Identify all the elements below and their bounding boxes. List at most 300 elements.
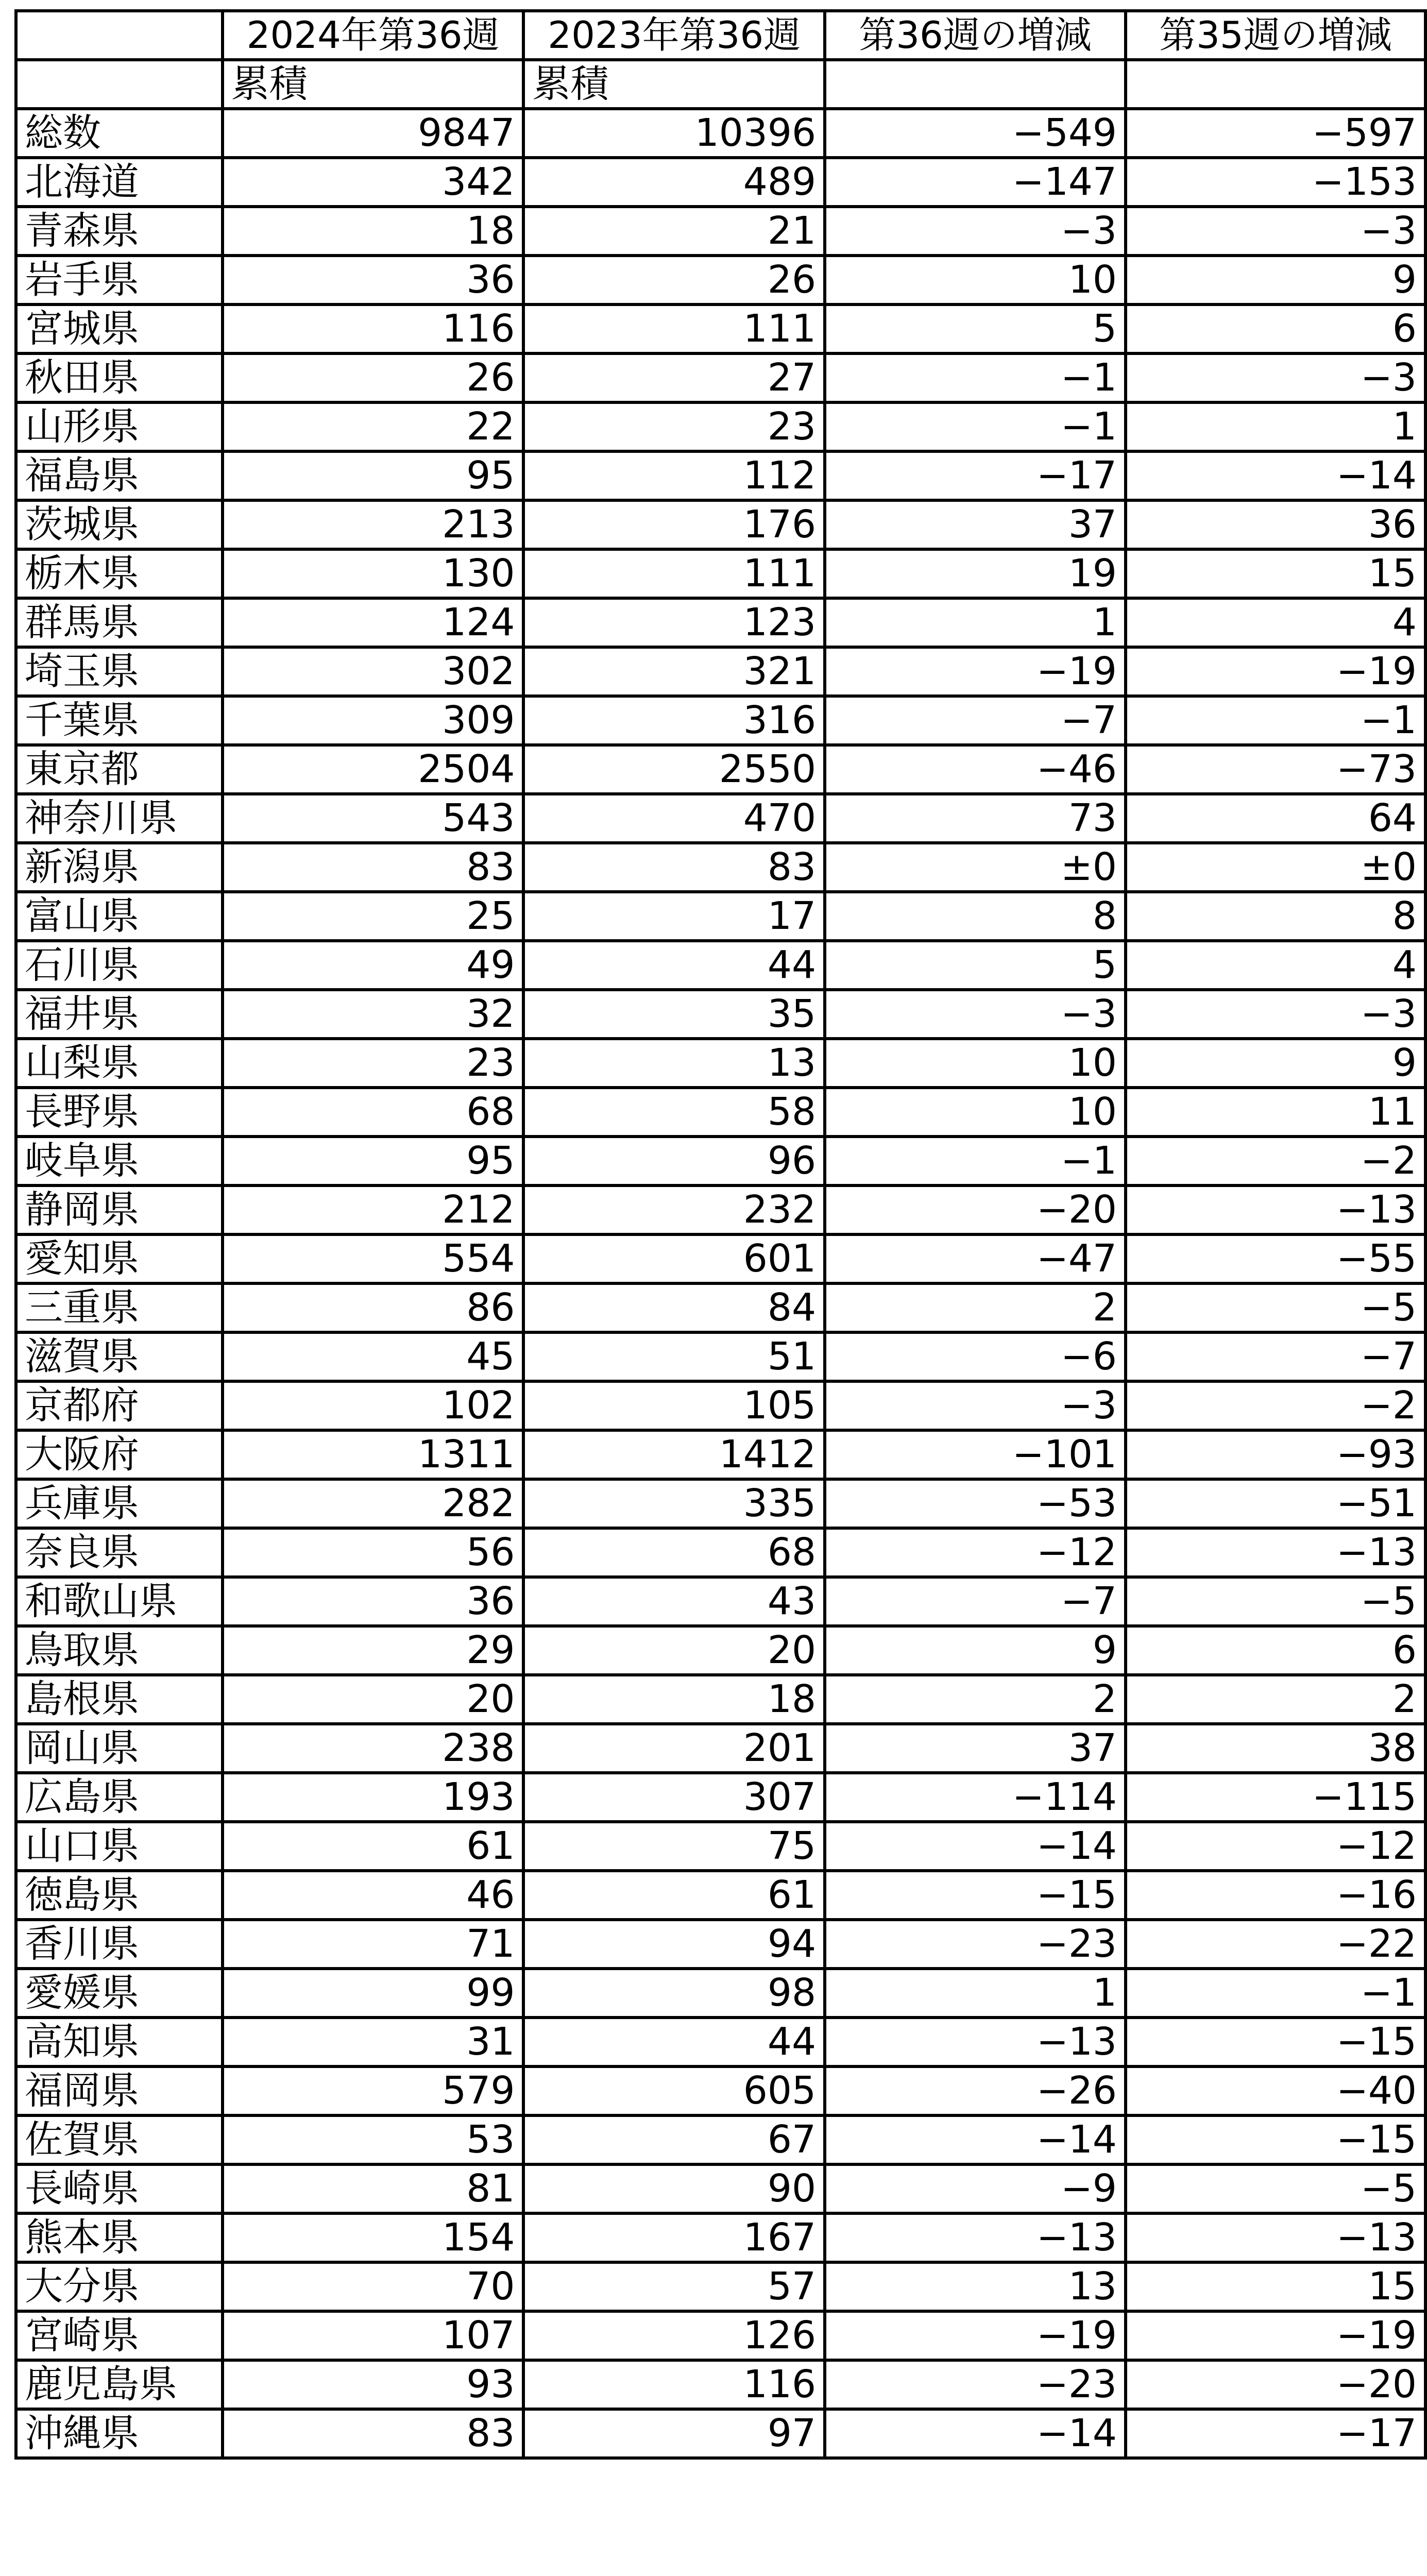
week36-change-cell[interactable]: −19 <box>825 2311 1126 2360</box>
week36-change-cell[interactable]: −6 <box>825 1332 1126 1381</box>
week35-change-cell[interactable]: −7 <box>1126 1332 1425 1381</box>
2023-cumulative-cell[interactable]: 1412 <box>523 1430 825 1479</box>
week36-change-cell[interactable]: 13 <box>825 2262 1126 2311</box>
2023-cumulative-cell[interactable]: 75 <box>523 1822 825 1871</box>
region-name-cell[interactable]: 高知県 <box>16 2018 223 2066</box>
week36-change-cell[interactable]: −12 <box>825 1528 1126 1577</box>
week35-change-cell[interactable]: −22 <box>1126 1920 1425 1969</box>
2024-cumulative-cell[interactable]: 554 <box>223 1234 524 1283</box>
week36-change-cell[interactable]: 8 <box>825 892 1126 941</box>
week35-change-cell[interactable]: −115 <box>1126 1773 1425 1822</box>
table-row <box>16 990 1425 1039</box>
2024-cumulative-cell[interactable]: 71 <box>223 1920 524 1969</box>
week35-change-cell[interactable]: −1 <box>1126 696 1425 745</box>
region-name-cell[interactable]: 兵庫県 <box>16 1479 223 1528</box>
week36-change-cell[interactable]: −23 <box>825 1920 1126 1969</box>
2024-cumulative-cell[interactable]: 95 <box>223 1137 524 1185</box>
2024-cumulative-cell[interactable]: 342 <box>223 158 524 207</box>
week36-change-cell[interactable]: −13 <box>825 2018 1126 2066</box>
region-name-cell[interactable]: 滋賀県 <box>16 1332 223 1381</box>
region-name-cell[interactable]: 埼玉県 <box>16 647 223 696</box>
2024-cumulative-cell[interactable]: 107 <box>223 2311 524 2360</box>
region-name-cell[interactable]: 山形県 <box>16 402 223 451</box>
table-row <box>16 1283 1425 1332</box>
table-row <box>16 696 1425 745</box>
2024-cumulative-cell[interactable]: 25 <box>223 892 524 941</box>
2023-cumulative-cell[interactable]: 61 <box>523 1871 825 1920</box>
week35-change-cell[interactable]: 8 <box>1126 892 1425 941</box>
week36-change-cell[interactable]: 10 <box>825 1039 1126 1088</box>
region-name-cell[interactable]: 秋田県 <box>16 353 223 402</box>
week35-change-cell[interactable]: −2 <box>1126 1381 1425 1430</box>
table-row <box>16 843 1425 892</box>
2023-cumulative-cell[interactable]: 605 <box>523 2066 825 2115</box>
week35-change-cell[interactable]: −15 <box>1126 2018 1425 2066</box>
header-cell-corner[interactable] <box>16 11 223 60</box>
table-row <box>16 402 1425 451</box>
week36-change-cell[interactable]: −19 <box>825 647 1126 696</box>
2023-cumulative-cell[interactable]: 97 <box>523 2409 825 2458</box>
table-row <box>16 1430 1425 1479</box>
2023-cumulative-cell[interactable]: 35 <box>523 990 825 1039</box>
2024-cumulative-cell[interactable]: 45 <box>223 1332 524 1381</box>
2023-cumulative-cell[interactable]: 489 <box>523 158 825 207</box>
week36-change-cell[interactable]: 9 <box>825 1626 1126 1675</box>
week35-change-cell[interactable]: 9 <box>1126 256 1425 304</box>
week36-change-cell[interactable]: −14 <box>825 1822 1126 1871</box>
table-body <box>16 11 1425 2458</box>
region-name-cell[interactable]: 栃木県 <box>16 549 223 598</box>
week35-change-cell[interactable]: 1 <box>1126 402 1425 451</box>
region-name-cell[interactable]: 東京都 <box>16 745 223 794</box>
2024-cumulative-cell[interactable]: 99 <box>223 1969 524 2018</box>
region-name-cell[interactable]: 岩手県 <box>16 256 223 304</box>
week35-change-cell[interactable]: −5 <box>1126 1283 1425 1332</box>
2024-cumulative-cell[interactable]: 93 <box>223 2360 524 2409</box>
header-cell-week35-change[interactable]: 第35週の増減 <box>1126 11 1425 60</box>
week35-change-cell[interactable]: −3 <box>1126 990 1425 1039</box>
table-row <box>16 1185 1425 1234</box>
week35-change-cell[interactable]: −3 <box>1126 353 1425 402</box>
table-row <box>16 304 1425 353</box>
2023-cumulative-cell[interactable]: 167 <box>523 2213 825 2262</box>
2023-cumulative-cell[interactable]: 335 <box>523 1479 825 1528</box>
2023-cumulative-cell[interactable]: 44 <box>523 2018 825 2066</box>
2023-cumulative-cell[interactable]: 470 <box>523 794 825 843</box>
week35-change-cell[interactable]: 9 <box>1126 1039 1425 1088</box>
week35-change-cell[interactable]: −19 <box>1126 647 1425 696</box>
2023-cumulative-cell[interactable]: 176 <box>523 500 825 549</box>
table-row <box>16 207 1425 256</box>
2024-cumulative-cell[interactable]: 102 <box>223 1381 524 1430</box>
2024-cumulative-cell[interactable]: 95 <box>223 451 524 500</box>
2023-cumulative-cell[interactable]: 321 <box>523 647 825 696</box>
2024-cumulative-cell[interactable]: 86 <box>223 1283 524 1332</box>
table-row <box>16 1822 1425 1871</box>
week35-change-cell[interactable]: −15 <box>1126 2115 1425 2164</box>
2023-cumulative-cell[interactable]: 43 <box>523 1577 825 1626</box>
week35-change-cell[interactable]: ±0 <box>1126 843 1425 892</box>
2024-cumulative-cell[interactable]: 1311 <box>223 1430 524 1479</box>
week36-change-cell[interactable]: −17 <box>825 451 1126 500</box>
week36-change-cell[interactable]: −114 <box>825 1773 1126 1822</box>
table-row <box>16 1039 1425 1088</box>
table-row <box>16 1920 1425 1969</box>
table-row <box>16 794 1425 843</box>
prefecture-weekly-table <box>14 9 1427 2460</box>
table-row <box>16 1675 1425 1724</box>
2024-cumulative-cell[interactable]: 282 <box>223 1479 524 1528</box>
2024-cumulative-cell[interactable]: 26 <box>223 353 524 402</box>
2024-cumulative-cell[interactable]: 32 <box>223 990 524 1039</box>
header-cell-2023-week36[interactable]: 2023年第36週 <box>523 11 825 60</box>
subheader-cell-2024-cumulative[interactable]: 累積 <box>223 60 524 109</box>
2023-cumulative-cell[interactable]: 90 <box>523 2164 825 2213</box>
week35-change-cell[interactable]: 38 <box>1126 1724 1425 1773</box>
table-row <box>16 2018 1425 2066</box>
2024-cumulative-cell[interactable]: 56 <box>223 1528 524 1577</box>
2023-cumulative-cell[interactable]: 601 <box>523 1234 825 1283</box>
2023-cumulative-cell[interactable]: 68 <box>523 1528 825 1577</box>
2024-cumulative-cell[interactable]: 302 <box>223 647 524 696</box>
2023-cumulative-cell[interactable]: 111 <box>523 304 825 353</box>
2024-cumulative-cell[interactable]: 53 <box>223 2115 524 2164</box>
2023-cumulative-cell[interactable]: 21 <box>523 207 825 256</box>
week35-change-cell[interactable]: 4 <box>1126 598 1425 647</box>
week36-change-cell[interactable]: 5 <box>825 941 1126 990</box>
2024-cumulative-cell[interactable]: 193 <box>223 1773 524 1822</box>
week36-change-cell[interactable]: 10 <box>825 1088 1126 1137</box>
2023-cumulative-cell[interactable]: 98 <box>523 1969 825 2018</box>
week35-change-cell[interactable]: 2 <box>1126 1675 1425 1724</box>
table-row <box>16 1137 1425 1185</box>
region-name-cell[interactable]: 神奈川県 <box>16 794 223 843</box>
table-row <box>16 2311 1425 2360</box>
region-name-cell[interactable]: 京都府 <box>16 1381 223 1430</box>
2023-cumulative-cell[interactable]: 105 <box>523 1381 825 1430</box>
week35-change-cell[interactable]: −153 <box>1126 158 1425 207</box>
week35-change-cell[interactable]: −12 <box>1126 1822 1425 1871</box>
2023-cumulative-cell[interactable]: 57 <box>523 2262 825 2311</box>
2024-cumulative-cell[interactable]: 36 <box>223 1577 524 1626</box>
2023-cumulative-cell[interactable]: 83 <box>523 843 825 892</box>
2023-cumulative-cell[interactable]: 123 <box>523 598 825 647</box>
2023-cumulative-cell[interactable]: 232 <box>523 1185 825 1234</box>
2023-cumulative-cell[interactable]: 18 <box>523 1675 825 1724</box>
table-row <box>16 1332 1425 1381</box>
week35-change-cell[interactable]: 15 <box>1126 549 1425 598</box>
region-name-cell[interactable]: 沖縄県 <box>16 2409 223 2458</box>
week36-change-cell[interactable]: 73 <box>825 794 1126 843</box>
week36-change-cell[interactable]: −9 <box>825 2164 1126 2213</box>
table-row <box>16 1626 1425 1675</box>
region-name-cell[interactable]: 大阪府 <box>16 1430 223 1479</box>
week35-change-cell[interactable]: 4 <box>1126 941 1425 990</box>
week35-change-cell[interactable]: −13 <box>1126 2213 1425 2262</box>
week35-change-cell[interactable]: 36 <box>1126 500 1425 549</box>
week36-change-cell[interactable]: 37 <box>825 500 1126 549</box>
2024-cumulative-cell[interactable]: 309 <box>223 696 524 745</box>
week35-change-cell[interactable]: −13 <box>1126 1528 1425 1577</box>
2024-cumulative-cell[interactable]: 543 <box>223 794 524 843</box>
week36-change-cell[interactable]: −3 <box>825 990 1126 1039</box>
week36-change-cell[interactable]: −53 <box>825 1479 1126 1528</box>
table-row <box>16 256 1425 304</box>
week36-change-cell[interactable]: −47 <box>825 1234 1126 1283</box>
week36-change-cell[interactable]: 1 <box>825 1969 1126 2018</box>
2023-cumulative-cell[interactable]: 126 <box>523 2311 825 2360</box>
table-row <box>16 2066 1425 2115</box>
table-row <box>16 1969 1425 2018</box>
week36-change-cell[interactable]: −26 <box>825 2066 1126 2115</box>
region-name-cell[interactable]: 福岡県 <box>16 2066 223 2115</box>
region-name-cell[interactable]: 島根県 <box>16 1675 223 1724</box>
2024-cumulative-cell[interactable]: 2504 <box>223 745 524 794</box>
week35-change-cell[interactable]: −51 <box>1126 1479 1425 1528</box>
week36-change-cell[interactable]: 2 <box>825 1675 1126 1724</box>
2023-cumulative-cell[interactable]: 23 <box>523 402 825 451</box>
region-name-cell[interactable]: 岡山県 <box>16 1724 223 1773</box>
week36-change-cell[interactable]: −1 <box>825 1137 1126 1185</box>
week35-change-cell[interactable]: −19 <box>1126 2311 1425 2360</box>
week36-change-cell[interactable]: 19 <box>825 549 1126 598</box>
week35-change-cell[interactable]: 6 <box>1126 1626 1425 1675</box>
2023-cumulative-cell[interactable]: 44 <box>523 941 825 990</box>
2023-cumulative-cell[interactable]: 111 <box>523 549 825 598</box>
header-cell-week36-change[interactable]: 第36週の増減 <box>825 11 1126 60</box>
2023-cumulative-cell[interactable]: 2550 <box>523 745 825 794</box>
2024-cumulative-cell[interactable]: 81 <box>223 2164 524 2213</box>
2023-cumulative-cell[interactable]: 58 <box>523 1088 825 1137</box>
2024-cumulative-cell[interactable]: 83 <box>223 2409 524 2458</box>
2024-cumulative-cell[interactable]: 212 <box>223 1185 524 1234</box>
week35-change-cell[interactable]: −55 <box>1126 1234 1425 1283</box>
2023-cumulative-cell[interactable]: 112 <box>523 451 825 500</box>
table-row <box>16 1724 1425 1773</box>
table-row <box>16 1479 1425 1528</box>
2024-cumulative-cell[interactable]: 23 <box>223 1039 524 1088</box>
region-name-cell[interactable]: 三重県 <box>16 1283 223 1332</box>
week35-change-cell[interactable]: 11 <box>1126 1088 1425 1137</box>
week35-change-cell[interactable]: −17 <box>1126 2409 1425 2458</box>
region-name-cell[interactable]: 千葉県 <box>16 696 223 745</box>
region-name-cell[interactable]: 大分県 <box>16 2262 223 2311</box>
region-name-cell[interactable]: 静岡県 <box>16 1185 223 1234</box>
region-name-cell[interactable]: 石川県 <box>16 941 223 990</box>
week36-change-cell[interactable]: −14 <box>825 2409 1126 2458</box>
table-row <box>16 451 1425 500</box>
region-name-cell[interactable]: 宮崎県 <box>16 2311 223 2360</box>
week35-change-cell[interactable]: 64 <box>1126 794 1425 843</box>
week36-change-cell[interactable]: 2 <box>825 1283 1126 1332</box>
table-row <box>16 598 1425 647</box>
week36-change-cell[interactable]: −549 <box>825 109 1126 158</box>
region-name-cell[interactable]: 佐賀県 <box>16 2115 223 2164</box>
week36-change-cell[interactable]: 1 <box>825 598 1126 647</box>
week36-change-cell[interactable]: −13 <box>825 2213 1126 2262</box>
2024-cumulative-cell[interactable]: 70 <box>223 2262 524 2311</box>
table-row <box>16 500 1425 549</box>
region-name-cell[interactable]: 岐阜県 <box>16 1137 223 1185</box>
table-row <box>16 1773 1425 1822</box>
week35-change-cell[interactable]: −5 <box>1126 1577 1425 1626</box>
week36-change-cell[interactable]: −15 <box>825 1871 1126 1920</box>
2024-cumulative-cell[interactable]: 20 <box>223 1675 524 1724</box>
region-name-cell[interactable]: 宮城県 <box>16 304 223 353</box>
subheader-row <box>16 60 1425 109</box>
region-name-cell[interactable]: 総数 <box>16 109 223 158</box>
2024-cumulative-cell[interactable]: 68 <box>223 1088 524 1137</box>
week35-change-cell[interactable]: −14 <box>1126 451 1425 500</box>
week35-change-cell[interactable]: −16 <box>1126 1871 1425 1920</box>
2024-cumulative-cell[interactable]: 124 <box>223 598 524 647</box>
2023-cumulative-cell[interactable]: 94 <box>523 1920 825 1969</box>
2024-cumulative-cell[interactable]: 116 <box>223 304 524 353</box>
subheader-cell-week35-change[interactable] <box>1126 60 1425 109</box>
region-name-cell[interactable]: 北海道 <box>16 158 223 207</box>
2023-cumulative-cell[interactable]: 10396 <box>523 109 825 158</box>
subheader-cell-2023-cumulative[interactable]: 累積 <box>523 60 825 109</box>
region-name-cell[interactable]: 新潟県 <box>16 843 223 892</box>
week36-change-cell[interactable]: −147 <box>825 158 1126 207</box>
region-name-cell[interactable]: 山梨県 <box>16 1039 223 1088</box>
week35-change-cell[interactable]: −5 <box>1126 2164 1425 2213</box>
week36-change-cell[interactable]: −7 <box>825 1577 1126 1626</box>
region-name-cell[interactable]: 福島県 <box>16 451 223 500</box>
region-name-cell[interactable]: 鳥取県 <box>16 1626 223 1675</box>
table-row <box>16 1381 1425 1430</box>
week36-change-cell[interactable]: 37 <box>825 1724 1126 1773</box>
region-name-cell[interactable]: 和歌山県 <box>16 1577 223 1626</box>
region-name-cell[interactable]: 福井県 <box>16 990 223 1039</box>
table-row <box>16 1088 1425 1137</box>
2024-cumulative-cell[interactable]: 31 <box>223 2018 524 2066</box>
table-row <box>16 549 1425 598</box>
2024-cumulative-cell[interactable]: 61 <box>223 1822 524 1871</box>
2024-cumulative-cell[interactable]: 213 <box>223 500 524 549</box>
week35-change-cell[interactable]: −73 <box>1126 745 1425 794</box>
week36-change-cell[interactable]: −1 <box>825 353 1126 402</box>
2023-cumulative-cell[interactable]: 13 <box>523 1039 825 1088</box>
table-row <box>16 2360 1425 2409</box>
subheader-cell-week36-change[interactable] <box>825 60 1126 109</box>
table-row <box>16 158 1425 207</box>
week36-change-cell[interactable]: −7 <box>825 696 1126 745</box>
table-row <box>16 1234 1425 1283</box>
table-row <box>16 2262 1425 2311</box>
region-name-cell[interactable]: 茨城県 <box>16 500 223 549</box>
week35-change-cell[interactable]: 15 <box>1126 2262 1425 2311</box>
2023-cumulative-cell[interactable]: 201 <box>523 1724 825 1773</box>
2024-cumulative-cell[interactable]: 238 <box>223 1724 524 1773</box>
2024-cumulative-cell[interactable]: 36 <box>223 256 524 304</box>
header-cell-2024-week36[interactable]: 2024年第36週 <box>223 11 524 60</box>
region-name-cell[interactable]: 熊本県 <box>16 2213 223 2262</box>
week36-change-cell[interactable]: −1 <box>825 402 1126 451</box>
table-row <box>16 745 1425 794</box>
2023-cumulative-cell[interactable]: 26 <box>523 256 825 304</box>
region-name-cell[interactable]: 青森県 <box>16 207 223 256</box>
week35-change-cell[interactable]: −93 <box>1126 1430 1425 1479</box>
week36-change-cell[interactable]: ±0 <box>825 843 1126 892</box>
2024-cumulative-cell[interactable]: 49 <box>223 941 524 990</box>
header-row <box>16 11 1425 60</box>
2023-cumulative-cell[interactable]: 307 <box>523 1773 825 1822</box>
2023-cumulative-cell[interactable]: 316 <box>523 696 825 745</box>
2024-cumulative-cell[interactable]: 130 <box>223 549 524 598</box>
2023-cumulative-cell[interactable]: 27 <box>523 353 825 402</box>
region-name-cell[interactable]: 鹿児島県 <box>16 2360 223 2409</box>
2023-cumulative-cell[interactable]: 96 <box>523 1137 825 1185</box>
table-row <box>16 109 1425 158</box>
region-name-cell[interactable]: 愛媛県 <box>16 1969 223 2018</box>
week36-change-cell[interactable]: −101 <box>825 1430 1126 1479</box>
2024-cumulative-cell[interactable]: 29 <box>223 1626 524 1675</box>
week35-change-cell[interactable]: −13 <box>1126 1185 1425 1234</box>
table-row <box>16 1528 1425 1577</box>
table-row <box>16 2115 1425 2164</box>
2024-cumulative-cell[interactable]: 9847 <box>223 109 524 158</box>
table-row <box>16 2164 1425 2213</box>
region-name-cell[interactable]: 群馬県 <box>16 598 223 647</box>
2023-cumulative-cell[interactable]: 20 <box>523 1626 825 1675</box>
region-name-cell[interactable]: 富山県 <box>16 892 223 941</box>
table-row <box>16 2213 1425 2262</box>
2023-cumulative-cell[interactable]: 17 <box>523 892 825 941</box>
2024-cumulative-cell[interactable]: 22 <box>223 402 524 451</box>
week35-change-cell[interactable]: 6 <box>1126 304 1425 353</box>
2023-cumulative-cell[interactable]: 116 <box>523 2360 825 2409</box>
week36-change-cell[interactable]: −14 <box>825 2115 1126 2164</box>
week35-change-cell[interactable]: −597 <box>1126 109 1425 158</box>
table-row <box>16 647 1425 696</box>
region-name-cell[interactable]: 奈良県 <box>16 1528 223 1577</box>
2023-cumulative-cell[interactable]: 67 <box>523 2115 825 2164</box>
week36-change-cell[interactable]: −3 <box>825 1381 1126 1430</box>
table-row <box>16 1577 1425 1626</box>
subheader-cell-corner[interactable] <box>16 60 223 109</box>
region-name-cell[interactable]: 長野県 <box>16 1088 223 1137</box>
table-row <box>16 353 1425 402</box>
region-name-cell[interactable]: 山口県 <box>16 1822 223 1871</box>
week36-change-cell[interactable]: −20 <box>825 1185 1126 1234</box>
table-row <box>16 1871 1425 1920</box>
region-name-cell[interactable]: 徳島県 <box>16 1871 223 1920</box>
week36-change-cell[interactable]: −23 <box>825 2360 1126 2409</box>
2024-cumulative-cell[interactable]: 579 <box>223 2066 524 2115</box>
table-row <box>16 941 1425 990</box>
week35-change-cell[interactable]: −3 <box>1126 207 1425 256</box>
2024-cumulative-cell[interactable]: 83 <box>223 843 524 892</box>
region-name-cell[interactable]: 長崎県 <box>16 2164 223 2213</box>
week36-change-cell[interactable]: −3 <box>825 207 1126 256</box>
region-name-cell[interactable]: 愛知県 <box>16 1234 223 1283</box>
week35-change-cell[interactable]: −1 <box>1126 1969 1425 2018</box>
2023-cumulative-cell[interactable]: 51 <box>523 1332 825 1381</box>
region-name-cell[interactable]: 香川県 <box>16 1920 223 1969</box>
week36-change-cell[interactable]: 5 <box>825 304 1126 353</box>
2024-cumulative-cell[interactable]: 154 <box>223 2213 524 2262</box>
region-name-cell[interactable]: 広島県 <box>16 1773 223 1822</box>
week35-change-cell[interactable]: −20 <box>1126 2360 1425 2409</box>
week35-change-cell[interactable]: −40 <box>1126 2066 1425 2115</box>
week36-change-cell[interactable]: −46 <box>825 745 1126 794</box>
2024-cumulative-cell[interactable]: 46 <box>223 1871 524 1920</box>
week35-change-cell[interactable]: −2 <box>1126 1137 1425 1185</box>
2023-cumulative-cell[interactable]: 84 <box>523 1283 825 1332</box>
2024-cumulative-cell[interactable]: 18 <box>223 207 524 256</box>
week36-change-cell[interactable]: 10 <box>825 256 1126 304</box>
